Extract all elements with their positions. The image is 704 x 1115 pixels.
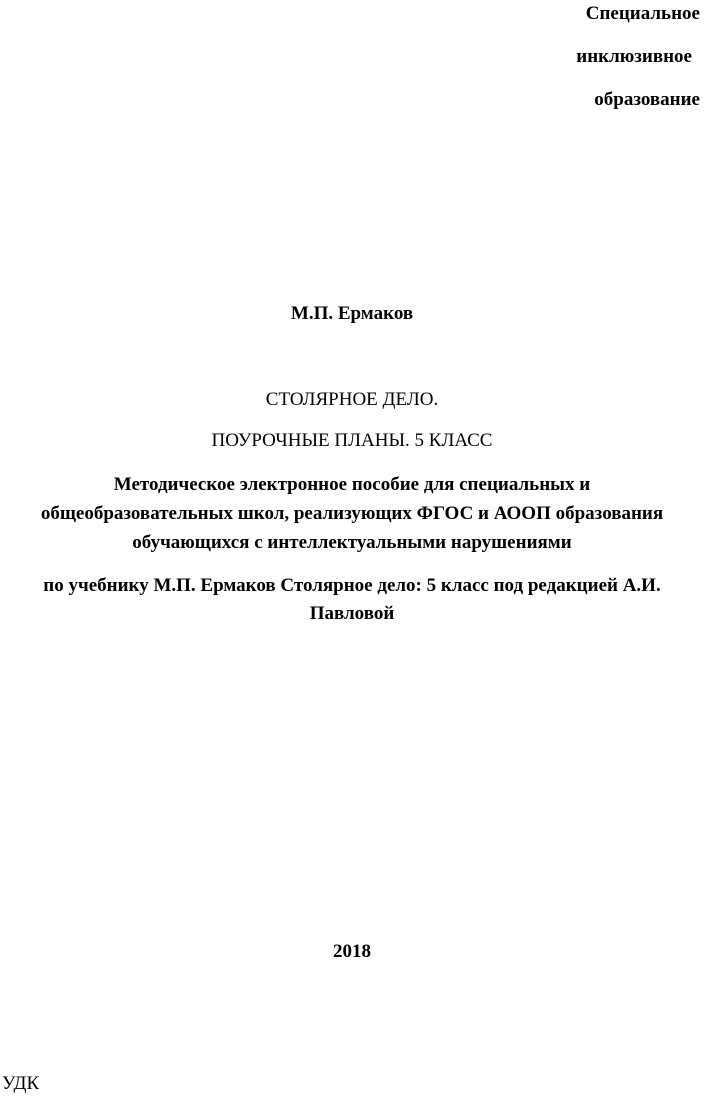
series-line-3: образование	[594, 89, 700, 110]
textbook-line-2: Павловой	[309, 603, 395, 624]
udk-label: УДК	[2, 1073, 40, 1094]
description-line-1: Методическое электронное пособие для специальных и	[113, 474, 591, 495]
series-line-2: инклюзивное	[576, 46, 692, 67]
description-line-2: общеобразовательных школ, реализующих ФГОС и АООП образования	[40, 503, 664, 524]
title-line-1: СТОЛЯРНОЕ ДЕЛО.	[265, 389, 439, 410]
publication-year: 2018	[333, 941, 371, 962]
title-line-2: ПОУРОЧНЫЕ ПЛАНЫ. 5 КЛАСС	[211, 430, 493, 451]
textbook-line-1: по учебнику М.П. Ермаков Столярное дело: 5 класс под редакцией А.И.	[43, 575, 661, 596]
description-line-3: обучающихся с интеллектуальными нарушениями	[132, 532, 572, 553]
series-line-1: Специальное	[585, 3, 700, 24]
author-name: М.П. Ермаков	[290, 303, 414, 324]
